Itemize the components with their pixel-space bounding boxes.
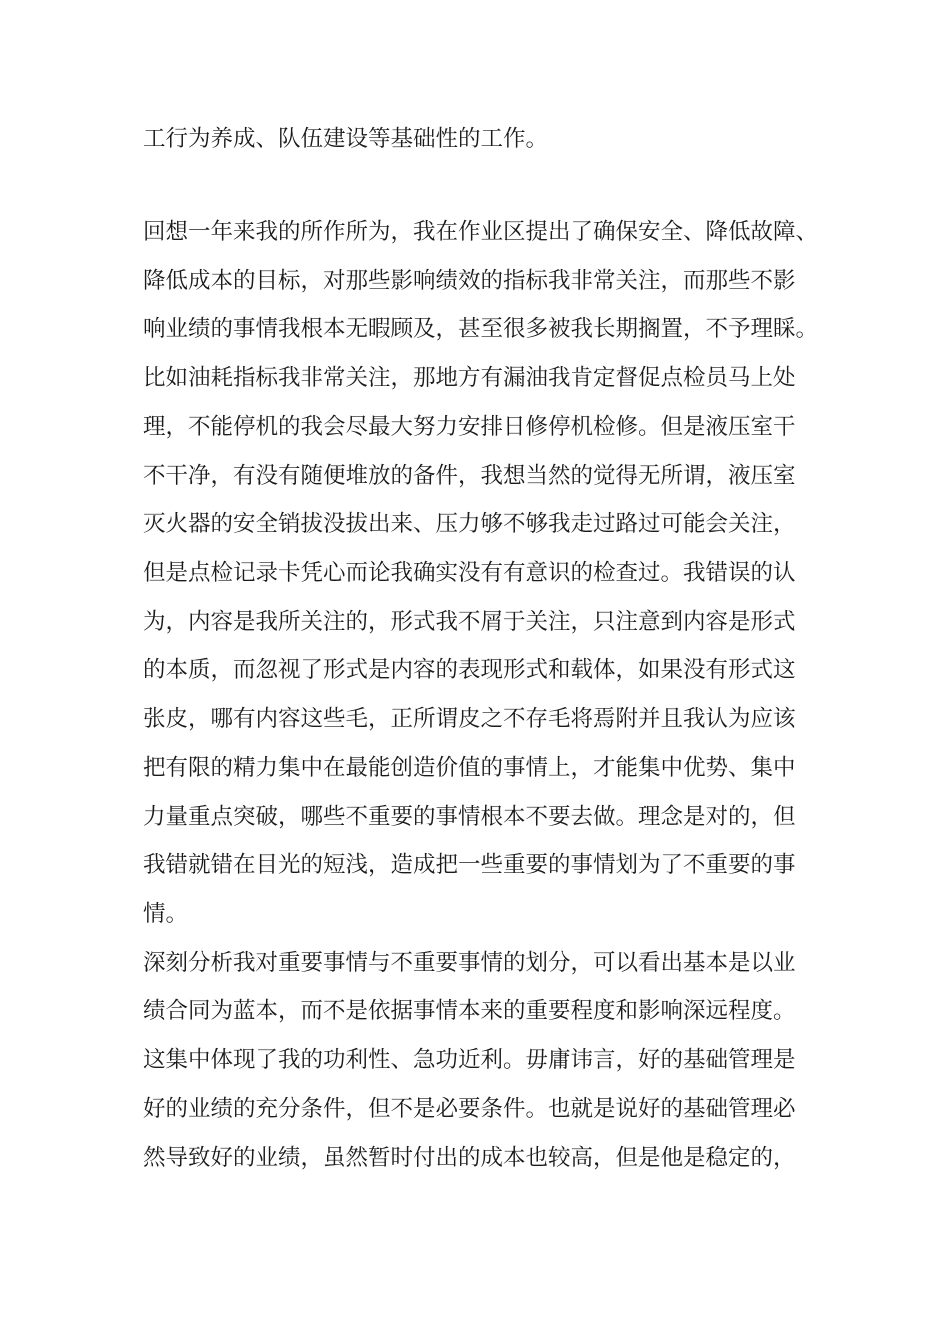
text-line: 力量重点突破，哪些不重要的事情根本不要去做。理念是对的，但 bbox=[143, 804, 796, 830]
text-line: 张皮，哪有内容这些毛，正所谓皮之不存毛将焉附并且我认为应该 bbox=[143, 706, 796, 732]
text-line: 好的业绩的充分条件，但不是必要条件。也就是说好的基础管理必 bbox=[143, 1096, 796, 1122]
text-line: 不干净，有没有随便堆放的备件，我想当然的觉得无所谓，液压室 bbox=[143, 463, 796, 489]
text-line: 深刻分析我对重要事情与不重要事情的划分，可以看出基本是以业 bbox=[143, 950, 796, 976]
text-line: 为，内容是我所关注的，形式我不屑于关注，只注意到内容是形式 bbox=[143, 609, 796, 635]
text-line: 理，不能停机的我会尽最大努力安排日修停机检修。但是液压室干 bbox=[143, 414, 796, 440]
text-line: 情。 bbox=[143, 901, 189, 927]
text-line: 这集中体现了我的功利性、急功近利。毋庸讳言，好的基础管理是 bbox=[143, 1047, 796, 1073]
text-line: 灭火器的安全销拔没拔出来、压力够不够我走过路过可能会关注， bbox=[143, 511, 796, 537]
text-line: 比如油耗指标我非常关注，那地方有漏油我肯定督促点检员马上处 bbox=[143, 365, 796, 391]
text-line: 回想一年来我的所作所为，我在作业区提出了确保安全、降低故障、 bbox=[143, 219, 819, 245]
text-line: 我错就错在目光的短浅，造成把一些重要的事情划为了不重要的事 bbox=[143, 852, 796, 878]
text-line: 的本质，而忽视了形式是内容的表现形式和载体，如果没有形式这 bbox=[143, 657, 796, 683]
text-line: 工行为养成、队伍建设等基础性的工作。 bbox=[143, 126, 549, 152]
text-line: 然导致好的业绩，虽然暂时付出的成本也较高，但是他是稳定的， bbox=[143, 1145, 796, 1171]
text-line: 降低成本的目标，对那些影响绩效的指标我非常关注，而那些不影 bbox=[143, 268, 796, 294]
text-line: 绩合同为蓝本，而不是依据事情本来的重要程度和影响深远程度。 bbox=[143, 998, 796, 1024]
text-line: 但是点检记录卡凭心而论我确实没有有意识的检查过。我错误的认 bbox=[143, 560, 796, 586]
text-line: 响业绩的事情我根本无暇顾及，甚至很多被我长期搁置，不予理睬。 bbox=[143, 316, 819, 342]
text-line: 把有限的精力集中在最能创造价值的事情上，才能集中优势、集中 bbox=[143, 755, 796, 781]
